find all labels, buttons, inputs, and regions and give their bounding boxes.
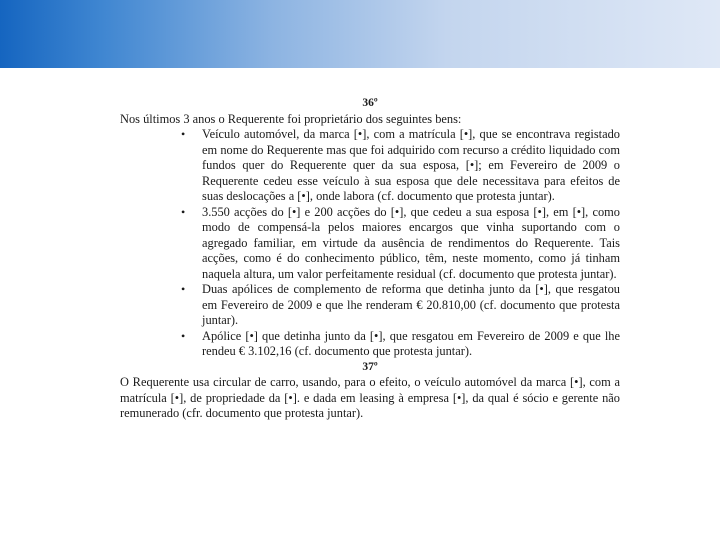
list-item-text: Duas apólices de complemento de reforma que detinha junto da [•], que resgatou em Fevereiro de 2009 e que lhe renderam € 20.810,00 (cf. documento que protesta juntar). bbox=[202, 282, 620, 327]
list-item-text: Apólice [•] que detinha junto da [•], que resgatou em Fevereiro de 2009 e que lhe rendeu € 3.102,16 (cf. documento que protesta juntar). bbox=[202, 328, 620, 358]
list-item bbox=[181, 282, 620, 329]
article-37-text: O Requerente usa circular de carro, usando, para o efeito, o veículo automóvel da marca [•], com a matrícula [•], de propriedade da [•]. e dada em leasing à empresa [•], da qual é sócio e gerente não remunerado (cfr. documento que protesta juntar). bbox=[120, 375, 620, 420]
bullet-icon: • bbox=[181, 204, 186, 219]
list-item bbox=[181, 328, 620, 360]
header-gradient-band bbox=[0, 0, 720, 68]
bullet-icon: • bbox=[181, 328, 186, 343]
article-36-number: 36º bbox=[362, 97, 378, 109]
article-37-number: 37º bbox=[362, 360, 378, 373]
list-item bbox=[181, 204, 620, 283]
bullet-icon: • bbox=[181, 127, 186, 141]
article-36-list bbox=[120, 127, 620, 360]
bullet-icon: • bbox=[181, 282, 186, 296]
list-item bbox=[181, 127, 620, 205]
document-body bbox=[120, 96, 620, 422]
article-36-intro: Nos últimos 3 anos o Requerente foi proprietário dos seguintes bens: bbox=[120, 111, 462, 126]
list-item-text: Veículo automóvel, da marca [•], com a matrícula [•], que se encontrava registado em nome do Requerente mas que foi adquirido com recurso a crédito liquidado com fundos quer do Requerente quer da sua esposa, [•]; em Fevereiro de 2009 o Requerente cedeu esse veículo à sua esposa que dele necessitava para efeitos de suas deslocações a [•], onde labora (cf. documento que protesta juntar). bbox=[202, 127, 620, 203]
list-item-text: 3.550 acções do [•] e 200 acções do [•], que cedeu a sua esposa [•], em [•], como modo de compensá-la pelos maiores encargos que vinha suportando com o agregado familiar, em virtude da ausência de rendimentos do Requerente. Tais acções, como é do conhecimento público, têm, neste momento, como já tinham naquela altura, um valor perfeitamente residual (cf. documento que protesta juntar). bbox=[202, 204, 620, 281]
